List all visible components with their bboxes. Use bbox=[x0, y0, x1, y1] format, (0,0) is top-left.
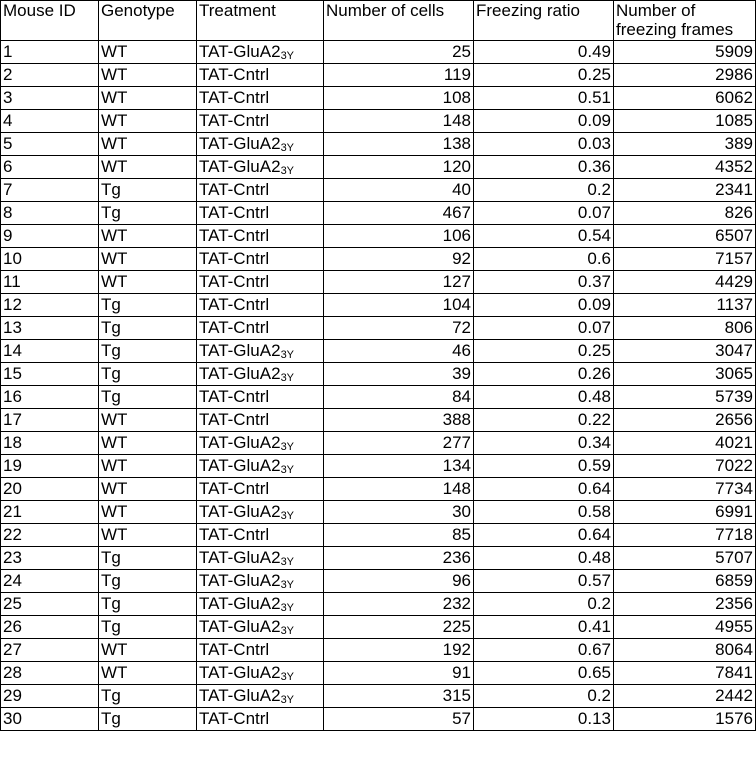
cell-number-of-cells: 104 bbox=[324, 294, 474, 317]
cell-treatment bbox=[197, 524, 324, 547]
cell-number-of-cells: 120 bbox=[324, 156, 474, 179]
treatment-subscript: 3Y bbox=[280, 694, 295, 706]
table-body bbox=[1, 41, 756, 731]
treatment-name: TAT-GluA2 bbox=[199, 42, 281, 61]
cell-number-of-freezing-frames: 6507 bbox=[614, 225, 756, 248]
treatment-subscript: 3Y bbox=[280, 441, 295, 453]
cell-mouse-id: 12 bbox=[1, 294, 99, 317]
cell-number-of-cells: 30 bbox=[324, 501, 474, 524]
cell-treatment bbox=[197, 248, 324, 271]
cell-treatment bbox=[197, 547, 324, 570]
cell-genotype: WT bbox=[99, 41, 197, 64]
cell-mouse-id: 26 bbox=[1, 616, 99, 639]
header-mouse-id: Mouse ID bbox=[1, 1, 99, 41]
treatment-name: TAT-Cntrl bbox=[199, 318, 270, 337]
cell-mouse-id: 27 bbox=[1, 639, 99, 662]
cell-genotype: Tg bbox=[99, 685, 197, 708]
cell-mouse-id: 16 bbox=[1, 386, 99, 409]
cell-mouse-id: 11 bbox=[1, 271, 99, 294]
table-row bbox=[1, 524, 756, 547]
treatment-name: TAT-GluA2 bbox=[199, 456, 281, 475]
treatment-name: TAT-Cntrl bbox=[199, 180, 270, 199]
cell-freezing-ratio: 0.58 bbox=[474, 501, 614, 524]
cell-number-of-cells: 72 bbox=[324, 317, 474, 340]
cell-number-of-freezing-frames: 7718 bbox=[614, 524, 756, 547]
cell-treatment bbox=[197, 202, 324, 225]
cell-number-of-freezing-frames: 389 bbox=[614, 133, 756, 156]
treatment-name: TAT-GluA2 bbox=[199, 364, 281, 383]
cell-mouse-id: 22 bbox=[1, 524, 99, 547]
cell-number-of-cells: 127 bbox=[324, 271, 474, 294]
cell-freezing-ratio: 0.09 bbox=[474, 110, 614, 133]
cell-mouse-id: 13 bbox=[1, 317, 99, 340]
cell-mouse-id: 24 bbox=[1, 570, 99, 593]
treatment-name: TAT-Cntrl bbox=[199, 410, 270, 429]
treatment-name: TAT-GluA2 bbox=[199, 617, 281, 636]
cell-treatment bbox=[197, 639, 324, 662]
cell-genotype: Tg bbox=[99, 317, 197, 340]
treatment-name: TAT-GluA2 bbox=[199, 594, 281, 613]
cell-freezing-ratio: 0.48 bbox=[474, 386, 614, 409]
table-row bbox=[1, 248, 756, 271]
cell-freezing-ratio: 0.2 bbox=[474, 593, 614, 616]
table-row bbox=[1, 340, 756, 363]
cell-number-of-cells: 134 bbox=[324, 455, 474, 478]
cell-number-of-freezing-frames: 2986 bbox=[614, 64, 756, 87]
table-row bbox=[1, 662, 756, 685]
treatment-name: TAT-Cntrl bbox=[199, 525, 270, 544]
cell-genotype: WT bbox=[99, 455, 197, 478]
cell-genotype: Tg bbox=[99, 294, 197, 317]
cell-treatment bbox=[197, 708, 324, 731]
cell-number-of-cells: 225 bbox=[324, 616, 474, 639]
table-row bbox=[1, 570, 756, 593]
cell-freezing-ratio: 0.37 bbox=[474, 271, 614, 294]
cell-number-of-freezing-frames: 2356 bbox=[614, 593, 756, 616]
cell-genotype: WT bbox=[99, 271, 197, 294]
cell-treatment bbox=[197, 570, 324, 593]
cell-genotype: WT bbox=[99, 87, 197, 110]
cell-number-of-freezing-frames: 7022 bbox=[614, 455, 756, 478]
cell-mouse-id: 9 bbox=[1, 225, 99, 248]
cell-number-of-freezing-frames: 2341 bbox=[614, 179, 756, 202]
table-row bbox=[1, 225, 756, 248]
cell-genotype: Tg bbox=[99, 386, 197, 409]
table-row bbox=[1, 87, 756, 110]
treatment-name: TAT-GluA2 bbox=[199, 341, 281, 360]
cell-number-of-cells: 119 bbox=[324, 64, 474, 87]
cell-mouse-id: 1 bbox=[1, 41, 99, 64]
cell-genotype: Tg bbox=[99, 179, 197, 202]
cell-treatment bbox=[197, 432, 324, 455]
cell-genotype: WT bbox=[99, 432, 197, 455]
header-row bbox=[1, 1, 756, 41]
cell-mouse-id: 17 bbox=[1, 409, 99, 432]
treatment-name: TAT-GluA2 bbox=[199, 134, 281, 153]
cell-treatment bbox=[197, 501, 324, 524]
treatment-subscript: 3Y bbox=[280, 50, 295, 62]
table-row bbox=[1, 708, 756, 731]
cell-number-of-cells: 39 bbox=[324, 363, 474, 386]
table-row bbox=[1, 202, 756, 225]
cell-freezing-ratio: 0.67 bbox=[474, 639, 614, 662]
cell-treatment bbox=[197, 409, 324, 432]
cell-genotype: WT bbox=[99, 639, 197, 662]
cell-freezing-ratio: 0.2 bbox=[474, 685, 614, 708]
table-row bbox=[1, 501, 756, 524]
cell-treatment bbox=[197, 271, 324, 294]
cell-treatment bbox=[197, 616, 324, 639]
cell-genotype: WT bbox=[99, 478, 197, 501]
cell-treatment bbox=[197, 133, 324, 156]
treatment-name: TAT-Cntrl bbox=[199, 203, 270, 222]
treatment-name: TAT-GluA2 bbox=[199, 433, 281, 452]
header-treatment: Treatment bbox=[197, 1, 324, 41]
cell-mouse-id: 23 bbox=[1, 547, 99, 570]
cell-number-of-freezing-frames: 4021 bbox=[614, 432, 756, 455]
cell-treatment bbox=[197, 225, 324, 248]
treatment-name: TAT-GluA2 bbox=[199, 157, 281, 176]
cell-mouse-id: 8 bbox=[1, 202, 99, 225]
cell-mouse-id: 25 bbox=[1, 593, 99, 616]
cell-mouse-id: 15 bbox=[1, 363, 99, 386]
treatment-name: TAT-GluA2 bbox=[199, 663, 281, 682]
cell-number-of-cells: 192 bbox=[324, 639, 474, 662]
cell-treatment bbox=[197, 110, 324, 133]
cell-number-of-cells: 467 bbox=[324, 202, 474, 225]
cell-genotype: Tg bbox=[99, 570, 197, 593]
cell-number-of-freezing-frames: 1137 bbox=[614, 294, 756, 317]
cell-freezing-ratio: 0.49 bbox=[474, 41, 614, 64]
cell-treatment bbox=[197, 41, 324, 64]
cell-freezing-ratio: 0.54 bbox=[474, 225, 614, 248]
cell-number-of-cells: 148 bbox=[324, 110, 474, 133]
header-number-of-freezing-frames: Number of freezing frames bbox=[614, 1, 756, 41]
table-row bbox=[1, 41, 756, 64]
treatment-subscript: 3Y bbox=[280, 165, 295, 177]
cell-genotype: Tg bbox=[99, 593, 197, 616]
cell-freezing-ratio: 0.25 bbox=[474, 340, 614, 363]
treatment-name: TAT-Cntrl bbox=[199, 226, 270, 245]
cell-number-of-freezing-frames: 3065 bbox=[614, 363, 756, 386]
cell-number-of-freezing-frames: 4429 bbox=[614, 271, 756, 294]
cell-number-of-freezing-frames: 2442 bbox=[614, 685, 756, 708]
cell-genotype: Tg bbox=[99, 363, 197, 386]
treatment-subscript: 3Y bbox=[280, 602, 295, 614]
cell-genotype: WT bbox=[99, 133, 197, 156]
treatment-subscript: 3Y bbox=[280, 372, 295, 384]
cell-freezing-ratio: 0.48 bbox=[474, 547, 614, 570]
table-row bbox=[1, 386, 756, 409]
table-row bbox=[1, 409, 756, 432]
cell-number-of-cells: 277 bbox=[324, 432, 474, 455]
cell-freezing-ratio: 0.2 bbox=[474, 179, 614, 202]
cell-treatment bbox=[197, 455, 324, 478]
cell-treatment bbox=[197, 593, 324, 616]
cell-mouse-id: 20 bbox=[1, 478, 99, 501]
cell-number-of-cells: 84 bbox=[324, 386, 474, 409]
cell-treatment bbox=[197, 363, 324, 386]
cell-freezing-ratio: 0.6 bbox=[474, 248, 614, 271]
cell-treatment bbox=[197, 179, 324, 202]
cell-mouse-id: 28 bbox=[1, 662, 99, 685]
cell-number-of-cells: 96 bbox=[324, 570, 474, 593]
table-row bbox=[1, 271, 756, 294]
treatment-subscript: 3Y bbox=[280, 510, 295, 522]
cell-number-of-cells: 46 bbox=[324, 340, 474, 363]
cell-genotype: Tg bbox=[99, 616, 197, 639]
table-row bbox=[1, 593, 756, 616]
cell-number-of-freezing-frames: 1085 bbox=[614, 110, 756, 133]
cell-genotype: Tg bbox=[99, 547, 197, 570]
table-header bbox=[1, 1, 756, 41]
cell-mouse-id: 5 bbox=[1, 133, 99, 156]
cell-number-of-freezing-frames: 6991 bbox=[614, 501, 756, 524]
cell-number-of-freezing-frames: 3047 bbox=[614, 340, 756, 363]
cell-treatment bbox=[197, 87, 324, 110]
cell-number-of-cells: 85 bbox=[324, 524, 474, 547]
table-row bbox=[1, 639, 756, 662]
cell-number-of-cells: 91 bbox=[324, 662, 474, 685]
cell-freezing-ratio: 0.64 bbox=[474, 524, 614, 547]
cell-number-of-freezing-frames: 5909 bbox=[614, 41, 756, 64]
cell-genotype: WT bbox=[99, 524, 197, 547]
cell-mouse-id: 30 bbox=[1, 708, 99, 731]
cell-genotype: Tg bbox=[99, 202, 197, 225]
cell-freezing-ratio: 0.09 bbox=[474, 294, 614, 317]
cell-genotype: WT bbox=[99, 110, 197, 133]
cell-genotype: WT bbox=[99, 64, 197, 87]
cell-number-of-freezing-frames: 826 bbox=[614, 202, 756, 225]
cell-genotype: WT bbox=[99, 248, 197, 271]
cell-mouse-id: 2 bbox=[1, 64, 99, 87]
cell-number-of-freezing-frames: 4955 bbox=[614, 616, 756, 639]
treatment-name: TAT-Cntrl bbox=[199, 88, 270, 107]
cell-number-of-freezing-frames: 806 bbox=[614, 317, 756, 340]
cell-number-of-freezing-frames: 4352 bbox=[614, 156, 756, 179]
cell-treatment bbox=[197, 317, 324, 340]
cell-treatment bbox=[197, 64, 324, 87]
treatment-subscript: 3Y bbox=[280, 142, 295, 154]
cell-genotype: WT bbox=[99, 225, 197, 248]
cell-mouse-id: 14 bbox=[1, 340, 99, 363]
treatment-subscript: 3Y bbox=[280, 671, 295, 683]
treatment-subscript: 3Y bbox=[280, 579, 295, 591]
table-row bbox=[1, 317, 756, 340]
cell-mouse-id: 10 bbox=[1, 248, 99, 271]
cell-number-of-cells: 315 bbox=[324, 685, 474, 708]
cell-mouse-id: 29 bbox=[1, 685, 99, 708]
cell-mouse-id: 3 bbox=[1, 87, 99, 110]
cell-number-of-freezing-frames: 5739 bbox=[614, 386, 756, 409]
table-row bbox=[1, 64, 756, 87]
treatment-name: TAT-GluA2 bbox=[199, 502, 281, 521]
cell-mouse-id: 19 bbox=[1, 455, 99, 478]
treatment-subscript: 3Y bbox=[280, 464, 295, 476]
cell-freezing-ratio: 0.64 bbox=[474, 478, 614, 501]
header-number-of-cells: Number of cells bbox=[324, 1, 474, 41]
treatment-name: TAT-GluA2 bbox=[199, 686, 281, 705]
cell-genotype: WT bbox=[99, 662, 197, 685]
table-row bbox=[1, 110, 756, 133]
treatment-name: TAT-Cntrl bbox=[199, 709, 270, 728]
cell-treatment bbox=[197, 340, 324, 363]
table-row bbox=[1, 455, 756, 478]
table-row bbox=[1, 294, 756, 317]
cell-number-of-freezing-frames: 7841 bbox=[614, 662, 756, 685]
cell-freezing-ratio: 0.07 bbox=[474, 317, 614, 340]
cell-freezing-ratio: 0.26 bbox=[474, 363, 614, 386]
cell-number-of-freezing-frames: 7734 bbox=[614, 478, 756, 501]
cell-number-of-cells: 148 bbox=[324, 478, 474, 501]
cell-number-of-cells: 236 bbox=[324, 547, 474, 570]
cell-freezing-ratio: 0.59 bbox=[474, 455, 614, 478]
treatment-name: TAT-Cntrl bbox=[199, 272, 270, 291]
cell-freezing-ratio: 0.07 bbox=[474, 202, 614, 225]
treatment-subscript: 3Y bbox=[280, 556, 295, 568]
cell-treatment bbox=[197, 156, 324, 179]
cell-treatment bbox=[197, 662, 324, 685]
cell-number-of-freezing-frames: 1576 bbox=[614, 708, 756, 731]
cell-number-of-cells: 388 bbox=[324, 409, 474, 432]
cell-genotype: Tg bbox=[99, 708, 197, 731]
table-row bbox=[1, 363, 756, 386]
cell-freezing-ratio: 0.41 bbox=[474, 616, 614, 639]
cell-mouse-id: 7 bbox=[1, 179, 99, 202]
cell-treatment bbox=[197, 294, 324, 317]
cell-freezing-ratio: 0.13 bbox=[474, 708, 614, 731]
treatment-name: TAT-Cntrl bbox=[199, 111, 270, 130]
cell-treatment bbox=[197, 685, 324, 708]
table-row bbox=[1, 156, 756, 179]
cell-genotype: Tg bbox=[99, 340, 197, 363]
treatment-name: TAT-Cntrl bbox=[199, 479, 270, 498]
cell-number-of-freezing-frames: 2656 bbox=[614, 409, 756, 432]
cell-treatment bbox=[197, 478, 324, 501]
cell-freezing-ratio: 0.65 bbox=[474, 662, 614, 685]
cell-number-of-freezing-frames: 5707 bbox=[614, 547, 756, 570]
cell-number-of-cells: 106 bbox=[324, 225, 474, 248]
cell-number-of-freezing-frames: 8064 bbox=[614, 639, 756, 662]
cell-freezing-ratio: 0.36 bbox=[474, 156, 614, 179]
treatment-name: TAT-GluA2 bbox=[199, 548, 281, 567]
cell-mouse-id: 4 bbox=[1, 110, 99, 133]
header-genotype: Genotype bbox=[99, 1, 197, 41]
cell-number-of-freezing-frames: 7157 bbox=[614, 248, 756, 271]
table-row bbox=[1, 685, 756, 708]
cell-number-of-cells: 92 bbox=[324, 248, 474, 271]
cell-mouse-id: 21 bbox=[1, 501, 99, 524]
cell-number-of-cells: 108 bbox=[324, 87, 474, 110]
cell-freezing-ratio: 0.51 bbox=[474, 87, 614, 110]
table-row bbox=[1, 547, 756, 570]
header-freezing-ratio: Freezing ratio bbox=[474, 1, 614, 41]
cell-freezing-ratio: 0.22 bbox=[474, 409, 614, 432]
cell-number-of-cells: 25 bbox=[324, 41, 474, 64]
table-row bbox=[1, 179, 756, 202]
cell-treatment bbox=[197, 386, 324, 409]
treatment-subscript: 3Y bbox=[280, 349, 295, 361]
cell-freezing-ratio: 0.03 bbox=[474, 133, 614, 156]
treatment-subscript: 3Y bbox=[280, 625, 295, 637]
cell-number-of-cells: 232 bbox=[324, 593, 474, 616]
cell-mouse-id: 6 bbox=[1, 156, 99, 179]
table-row bbox=[1, 133, 756, 156]
table-row bbox=[1, 616, 756, 639]
treatment-name: TAT-Cntrl bbox=[199, 640, 270, 659]
treatment-name: TAT-Cntrl bbox=[199, 65, 270, 84]
cell-mouse-id: 18 bbox=[1, 432, 99, 455]
table-row bbox=[1, 432, 756, 455]
cell-genotype: WT bbox=[99, 409, 197, 432]
cell-genotype: WT bbox=[99, 156, 197, 179]
cell-number-of-freezing-frames: 6859 bbox=[614, 570, 756, 593]
cell-freezing-ratio: 0.57 bbox=[474, 570, 614, 593]
table-row bbox=[1, 478, 756, 501]
treatment-name: TAT-Cntrl bbox=[199, 387, 270, 406]
cell-number-of-cells: 138 bbox=[324, 133, 474, 156]
cell-freezing-ratio: 0.34 bbox=[474, 432, 614, 455]
cell-number-of-cells: 40 bbox=[324, 179, 474, 202]
treatment-name: TAT-Cntrl bbox=[199, 249, 270, 268]
cell-genotype: WT bbox=[99, 501, 197, 524]
cell-freezing-ratio: 0.25 bbox=[474, 64, 614, 87]
cell-number-of-freezing-frames: 6062 bbox=[614, 87, 756, 110]
treatment-name: TAT-Cntrl bbox=[199, 295, 270, 314]
treatment-name: TAT-GluA2 bbox=[199, 571, 281, 590]
cell-number-of-cells: 57 bbox=[324, 708, 474, 731]
